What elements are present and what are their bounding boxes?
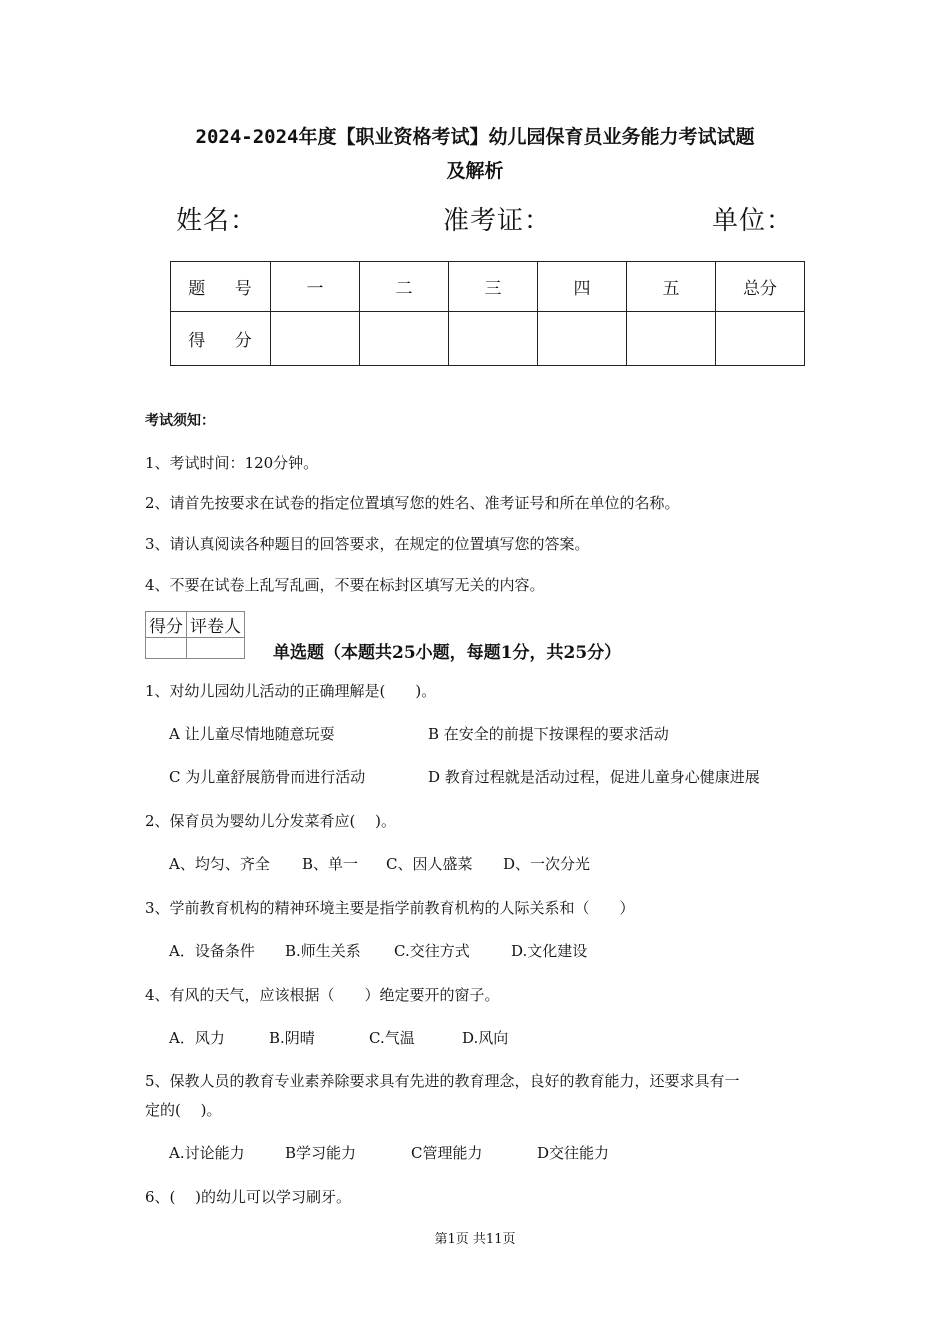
notice-item: 2、请首先按要求在试卷的指定位置填写您的姓名、准考证号和所在单位的名称。 [145, 494, 680, 512]
question-option: C 为儿童舒展筋骨而进行活动 [169, 768, 366, 786]
score-table-cell: 三 [449, 262, 538, 312]
grader-score-cell[interactable] [146, 638, 187, 659]
question-option: A 让儿童尽情地随意玩耍 [169, 725, 335, 743]
score-table-input-cell[interactable] [271, 312, 360, 366]
question-option: A.讨论能力 [169, 1144, 245, 1162]
question-option: C.气温 [369, 1029, 415, 1047]
grader-table [145, 611, 245, 659]
question-option: A．风力 [169, 1029, 225, 1047]
question-option: D、一次分光 [503, 855, 591, 873]
question-option: B学习能力 [285, 1144, 357, 1162]
section-heading: 单选题（本题共25小题，每题1分，共25分） [273, 643, 622, 663]
question-stem: 4、有风的天气，应该根据（ ）绝定要开的窗子。 [145, 986, 500, 1004]
score-table-cell: 得 分 [171, 312, 271, 366]
score-table-cell: 五 [627, 262, 716, 312]
question-option: B.师生关系 [285, 942, 361, 960]
question-stem: 5、保教人员的教育专业素养除要求具有先进的教育理念，良好的教育能力，还要求具有一 [145, 1072, 740, 1090]
grader-name-label: 评卷人 [187, 612, 245, 638]
score-table-cell: 题 号 [171, 262, 271, 312]
notice-item: 1、考试时间：120分钟。 [145, 454, 319, 472]
notice-item: 3、请认真阅读各种题目的回答要求，在规定的位置填写您的答案。 [145, 535, 590, 553]
score-table-cell: 总分 [716, 262, 805, 312]
notice-heading: 考试须知： [145, 413, 215, 429]
exam-title-line1: 2024-2024年度【职业资格考试】幼儿园保育员业务能力考试试题 [195, 126, 755, 148]
score-table-input-cell[interactable] [538, 312, 627, 366]
name-field-label: 姓名： [176, 206, 258, 236]
question-option: B.阴晴 [269, 1029, 315, 1047]
exam-id-field-label: 准考证： [443, 206, 552, 236]
question-option: D交往能力 [537, 1144, 610, 1162]
question-option: C管理能力 [411, 1144, 483, 1162]
page-footer: 第1页 共11页 [434, 1232, 516, 1247]
question-stem: 2、保育员为婴幼儿分发菜肴应( )。 [145, 812, 397, 830]
question-option: A．设备条件 [169, 942, 255, 960]
question-option: B 在安全的前提下按课程的要求活动 [428, 725, 669, 743]
question-option: B、单一 [302, 855, 359, 873]
question-option: D 教育过程就是活动过程，促进儿童身心健康进展 [428, 768, 760, 786]
score-table-cell: 一 [271, 262, 360, 312]
score-table-score-row [171, 312, 805, 366]
question-option: D.文化建设 [511, 942, 588, 960]
score-table-input-cell[interactable] [449, 312, 538, 366]
grader-score-label: 得分 [146, 612, 187, 638]
grader-name-cell[interactable] [187, 638, 245, 659]
question-option: A、均匀、齐全 [169, 855, 270, 873]
score-table [170, 261, 805, 366]
score-table-input-cell[interactable] [627, 312, 716, 366]
question-stem: 3、学前教育机构的精神环境主要是指学前教育机构的人际关系和（ ） [145, 899, 635, 917]
score-table-cell: 二 [360, 262, 449, 312]
question-option: C、因人盛菜 [386, 855, 473, 873]
score-table-input-cell[interactable] [716, 312, 805, 366]
score-table-input-cell[interactable] [360, 312, 449, 366]
score-table-header-row [171, 262, 805, 312]
question-stem: 6、( )的幼儿可以学习刷牙。 [145, 1188, 352, 1206]
notice-item: 4、不要在试卷上乱写乱画，不要在标封区填写无关的内容。 [145, 576, 545, 594]
question-stem: 1、对幼儿园幼儿活动的正确理解是( )。 [145, 682, 437, 700]
unit-field-label: 单位： [712, 206, 794, 236]
question-option: C.交往方式 [394, 942, 470, 960]
question-stem-continued: 定的( )。 [145, 1101, 222, 1119]
score-table-cell: 四 [538, 262, 627, 312]
exam-title-line2: 及解析 [446, 160, 504, 182]
question-option: D.风向 [462, 1029, 509, 1047]
